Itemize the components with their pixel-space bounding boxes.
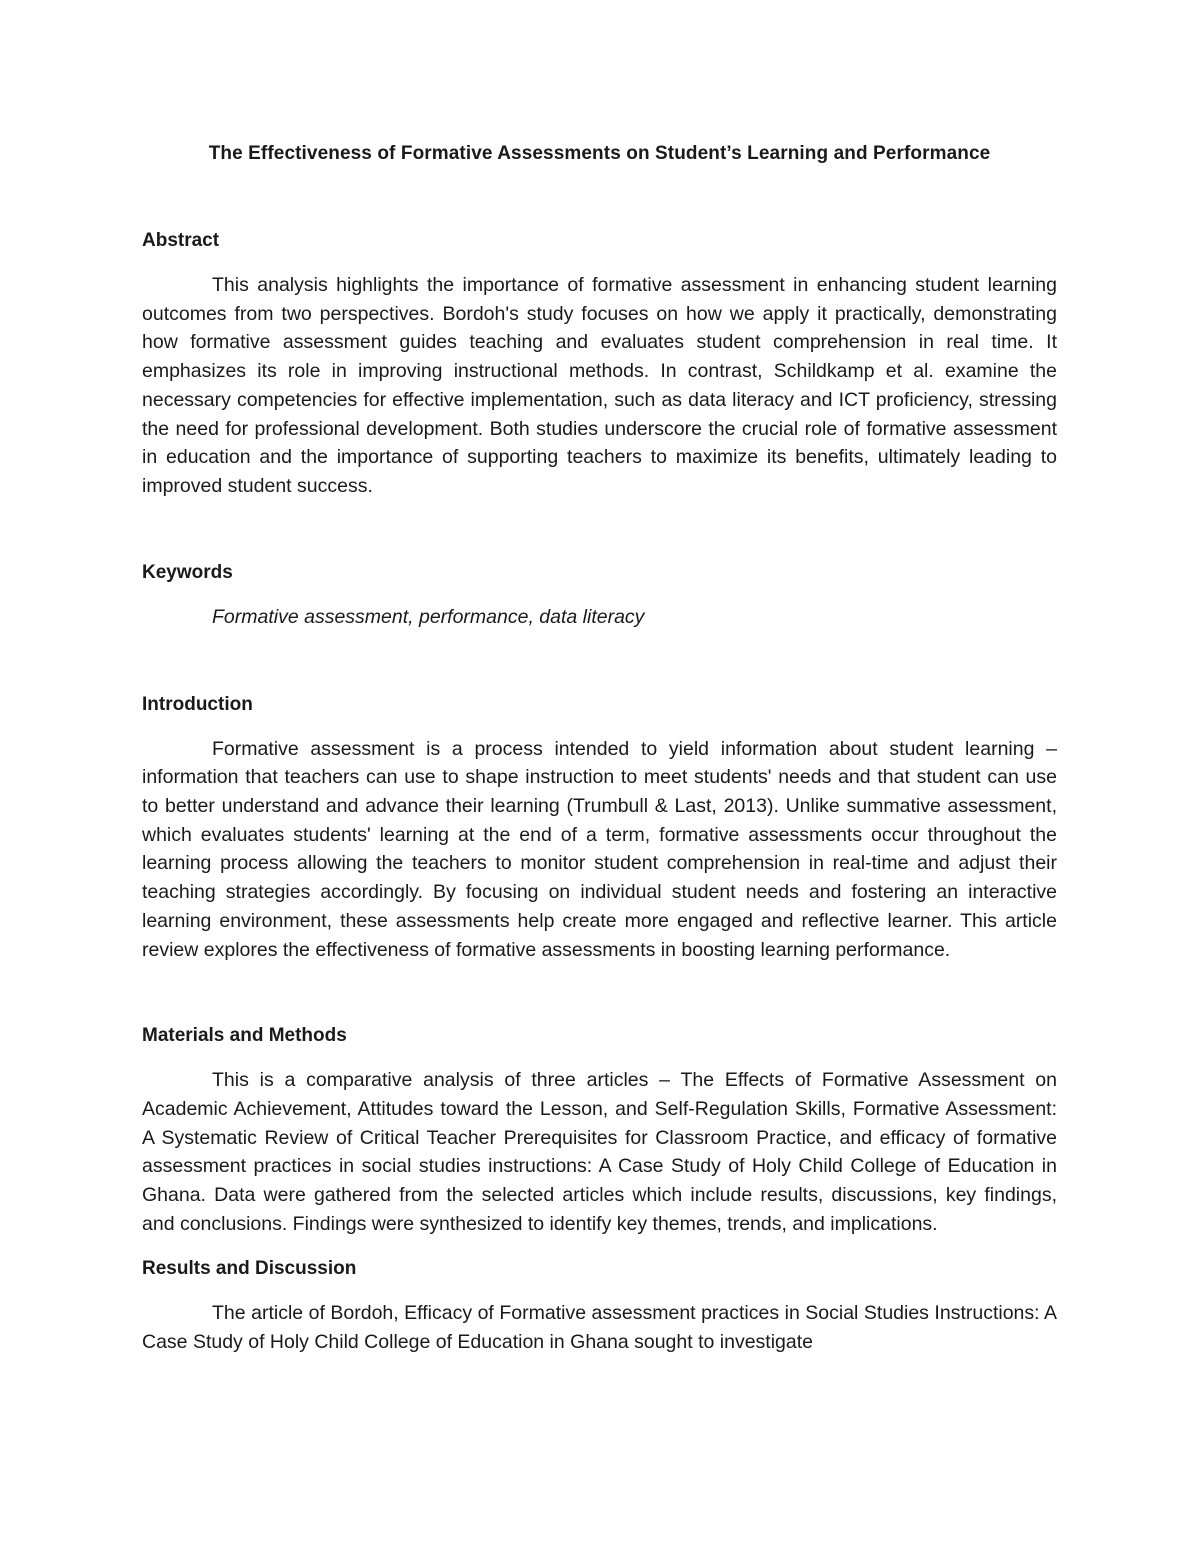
results-heading: Results and Discussion [142, 1258, 357, 1280]
methods-heading: Materials and Methods [142, 1025, 347, 1047]
results-paragraph: The article of Bordoh, Efficacy of Formative assessment practices in Social Studies Instructions: A Case Study of Holy Child College of Education in Ghana sought to investigate [142, 1302, 1057, 1354]
abstract-heading: Abstract [142, 230, 220, 251]
methods-paragraph: This is a comparative analysis of three articles – The Effects of Formative Assessment on Academic Achievement, Attitudes toward the Lesson, and Self-Regulation Skills, Formative Assessment: A Systematic Review of Critical Teacher Prerequisites for Classroom Practice, and efficacy of formative assessment practices in social studies instructions: A Case Study of Holy Child College of Education in Ghana. Data were gathered from the selected articles which include results, discussions, key findings, and conclusions. Findings were synthesized to identify key themes, trends, and implications. [142, 1069, 1057, 1235]
abstract-paragraph: This analysis highlights the importance of formative assessment in enhancing student learning outcomes from two perspectives. Bordoh's study focuses on how we apply it practically, demonstrating how formative assessment guides teaching and evaluates student comprehension in real time. It emphasizes its role in improving instructional methods. In contrast, Schildkamp et al. examine the necessary competencies for effective implementation, such as data literacy and ICT proficiency, stressing the need for professional development. Both studies underscore the crucial role of formative assessment in education and the importance of supporting teachers to maximize its benefits, ultimately leading to improved student success. [142, 274, 1057, 497]
keywords-heading: Keywords [142, 561, 233, 583]
document-title: The Effectiveness of Formative Assessments on Student’s Learning and Performance [208, 143, 991, 164]
introduction-heading: Introduction [142, 693, 253, 715]
introduction-paragraph: Formative assessment is a process intended to yield information about student learning – information that teachers can use to shape instruction to meet students' needs and that student can use to better understand and advance their learning (Trumbull & Last, 2013). Unlike summative assessment, which evaluates students' learning at the end of a term, formative assessments occur throughout the learning process allowing the teachers to monitor student comprehension in real-time and adjust their teaching strategies accordingly. By focusing on individual student needs and fostering an interactive learning environment, these assessments help create more engaged and reflective learner. This article review explores the effectiveness of formative assessments in boosting learning performance. [142, 737, 1057, 961]
document-page [142, 140, 1057, 1357]
keywords-text: Formative assessment, performance, data literacy [212, 605, 645, 628]
